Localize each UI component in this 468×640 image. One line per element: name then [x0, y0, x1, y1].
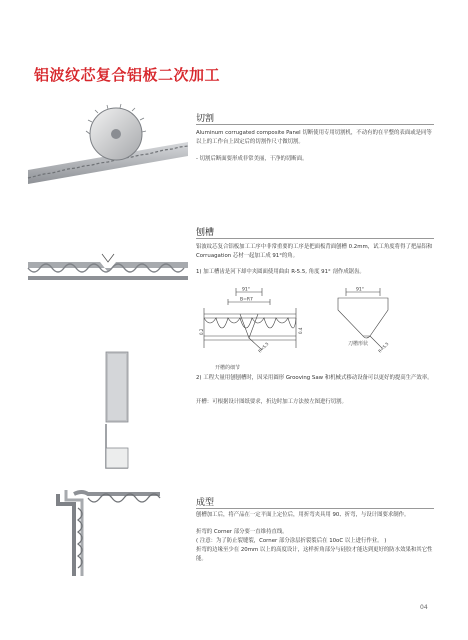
forming-paragraph-4: 折弯的边缘至少在 20mm 以上的高度设计，这样折角部分与硅胶才能达到更好的防水效果和其它性能。 [196, 547, 433, 562]
grooving-paragraph-2: 1) 加工槽齿是河下却中夹圆面使用曲由 R-5.5, 角度 91° 剖作成锯齿。 [196, 269, 365, 275]
forming-heading: 成型 [196, 498, 215, 508]
page-number: 04 [420, 604, 428, 611]
grooving-paragraph-3: 2) 工程大量用刨刨槽时，因采用圆形 Grooving Saw 和机械式移动设备可以更好的提高生产效率。 [196, 375, 433, 381]
caption-groove-detail: 开槽的细节 [215, 365, 241, 371]
cutting-paragraph-1: Aluminum corrugated composite Panel 切断使用专用切割机，不动有的在平整的表面或是同等以上的工作台上固定后的切割作尺寸做切割。 [196, 130, 432, 145]
grooving-illustration [28, 238, 188, 288]
dim-angle-1: 91° [242, 287, 250, 293]
cutting-heading: 切割 [196, 114, 215, 124]
groove-cross-section-drawing [196, 286, 306, 366]
grooved-panel-illustration [100, 352, 140, 472]
grooving-rule [196, 238, 434, 239]
dim-radius-2: R=5.5 [377, 341, 390, 354]
forming-paragraph-2: 折弯的 Corner 部分要一直维持直线。 [196, 529, 288, 535]
forming-paragraph-3: ( 注意：为了防止裂缝裂，Corner 部分涂层折裂裂后在 10oC 以上进行作业。 ) [196, 538, 387, 544]
forming-rule [196, 508, 434, 509]
dim-right: 0.4 [298, 327, 303, 334]
page-title: 铝波纹芯复合铝板二次加工 [34, 66, 221, 84]
grooving-paragraph-1: 铝波纹芯复合铝板加工工序中非常重要的工序是把面板背面刨槽 0.2mm，试工角度将得了把晶铝和 Corruagation 芯材一起加工成 91°的角。 [196, 244, 433, 259]
groove-cutter-profile-drawing [330, 286, 410, 356]
dim-angle-2: 91° [356, 287, 364, 293]
dim-left: 0.2 [199, 328, 204, 335]
forming-illustration [52, 484, 162, 584]
dim-radius-1: R=5.5 [257, 341, 270, 354]
caption-cutter-profile: 刀槽形状 [348, 341, 369, 347]
cutting-paragraph-2: - 切割后断面要形成非常美丽，干净的切断面。 [196, 156, 308, 162]
forming-paragraph-1: 刨槽加工后，将产品在一定平面上定位后，用折弯夹具用 90、折弯，与设计图要求制作。 [196, 512, 410, 518]
grooving-heading: 刨槽 [196, 228, 215, 238]
dim-width: B=R7 [240, 297, 253, 303]
cutting-rule [196, 124, 434, 125]
grooving-paragraph-4: 开槽：可根据设计图纸要求，折边时加工方法按左图进行切割。 [196, 399, 347, 405]
cutting-illustration [28, 108, 188, 188]
